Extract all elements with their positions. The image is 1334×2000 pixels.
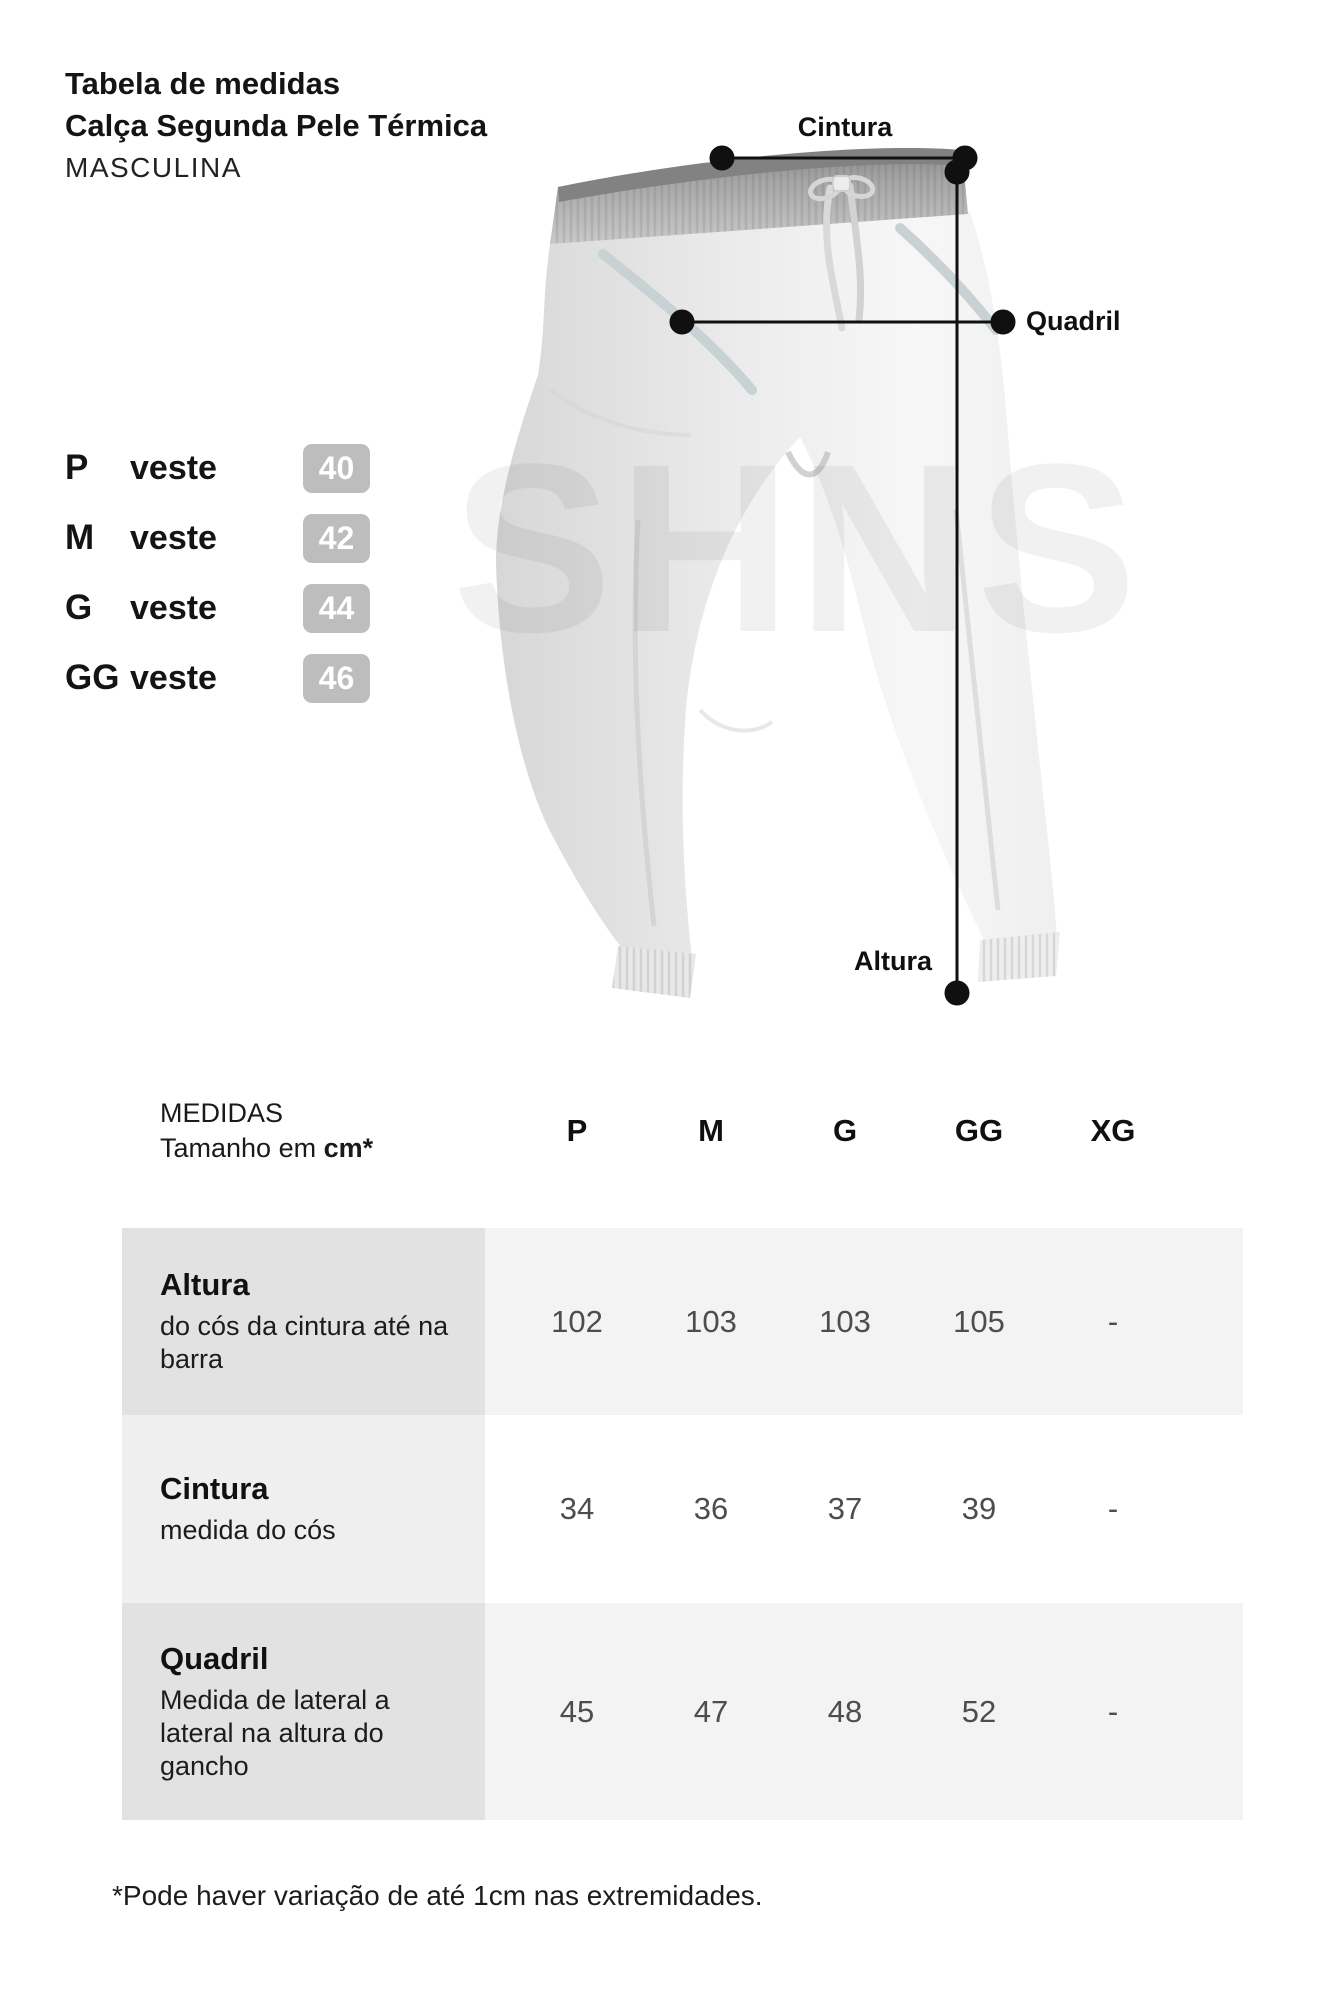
fit-row-m <box>65 510 370 566</box>
row-title: Altura <box>160 1267 250 1302</box>
table-corner-subtitle <box>160 1131 485 1166</box>
table-unit: cm* <box>323 1133 374 1163</box>
variation-footnote: *Pode haver variação de até 1cm nas extremidades. <box>112 1880 763 1911</box>
measure-dot <box>946 161 968 183</box>
cell-value: 37 <box>827 1491 863 1526</box>
hip-measure-label: Quadril <box>1026 306 1121 336</box>
measure-dot <box>992 311 1014 333</box>
row-label <box>122 1415 485 1603</box>
height-measure-label: Altura <box>853 946 932 976</box>
page-title: Tabela de medidas <box>65 66 341 101</box>
cell-value: 39 <box>961 1491 997 1526</box>
measure-dot <box>711 147 733 169</box>
fit-row-p <box>65 440 370 496</box>
fit-size-letter: G <box>65 588 93 627</box>
table-corner <box>122 1096 485 1166</box>
row-values <box>485 1415 1243 1603</box>
fit-veste-label: veste <box>130 658 217 697</box>
cell-value: 105 <box>953 1303 1005 1339</box>
cell-value: 102 <box>551 1303 603 1339</box>
cell-value: 52 <box>961 1693 997 1729</box>
table-row-cintura <box>122 1415 1243 1603</box>
fit-size-badge: 40 <box>303 444 370 493</box>
row-values <box>485 1228 1243 1415</box>
cell-value: - <box>1107 1303 1119 1339</box>
fit-row-gg <box>65 650 370 706</box>
table-unit-prefix: Tamanho em <box>160 1133 324 1163</box>
cell-value: 103 <box>819 1303 871 1339</box>
cell-value: 36 <box>693 1491 729 1526</box>
column-header-p: P <box>566 1113 588 1148</box>
column-header-g: G <box>832 1113 858 1148</box>
waist-measure-label: Cintura <box>797 112 893 142</box>
fit-veste-label: veste <box>130 518 217 557</box>
column-header-m: M <box>698 1113 724 1148</box>
fit-veste-label: veste <box>130 448 217 487</box>
brand-watermark: SHNS <box>452 414 1143 682</box>
product-name: Calça Segunda Pele Térmica <box>65 108 488 143</box>
fit-row-g <box>65 580 370 636</box>
row-label <box>122 1228 485 1415</box>
cell-value: 103 <box>685 1303 737 1339</box>
fit-size-badge: 44 <box>303 584 370 633</box>
cell-value: 47 <box>693 1693 729 1729</box>
size-table-header <box>122 1096 1243 1166</box>
fit-size-badge: 46 <box>303 654 370 703</box>
measure-dot <box>671 311 693 333</box>
row-values <box>485 1603 1243 1820</box>
measure-dot <box>946 982 968 1004</box>
fit-size-badge: 42 <box>303 514 370 563</box>
row-description: do cós da cintura até na barra <box>160 1311 449 1374</box>
row-description: Medida de lateral a lateral na altura do gancho <box>160 1684 390 1781</box>
column-header-gg: GG <box>954 1113 1004 1148</box>
cell-value: 48 <box>827 1693 863 1729</box>
cell-value: - <box>1107 1693 1119 1729</box>
gender-label: MASCULINA <box>65 152 242 183</box>
row-description: medida do cós <box>160 1515 336 1545</box>
row-title: Cintura <box>160 1471 269 1506</box>
row-label <box>122 1603 485 1820</box>
fit-size-letter: GG <box>65 658 120 697</box>
fit-size-letter: M <box>65 518 95 557</box>
fit-veste-label: veste <box>130 588 217 627</box>
cell-value: 34 <box>559 1491 595 1526</box>
fit-size-letter: P <box>65 448 89 487</box>
table-size-columns <box>485 1113 1243 1149</box>
column-header-xg: XG <box>1090 1113 1136 1148</box>
table-row-quadril <box>122 1603 1243 1820</box>
cell-value: - <box>1107 1491 1119 1526</box>
cell-value: 45 <box>559 1693 595 1729</box>
table-row-altura <box>122 1228 1243 1415</box>
table-corner-title: MEDIDAS <box>160 1098 284 1128</box>
measurement-lines <box>400 90 1180 1030</box>
row-title: Quadril <box>160 1640 269 1676</box>
